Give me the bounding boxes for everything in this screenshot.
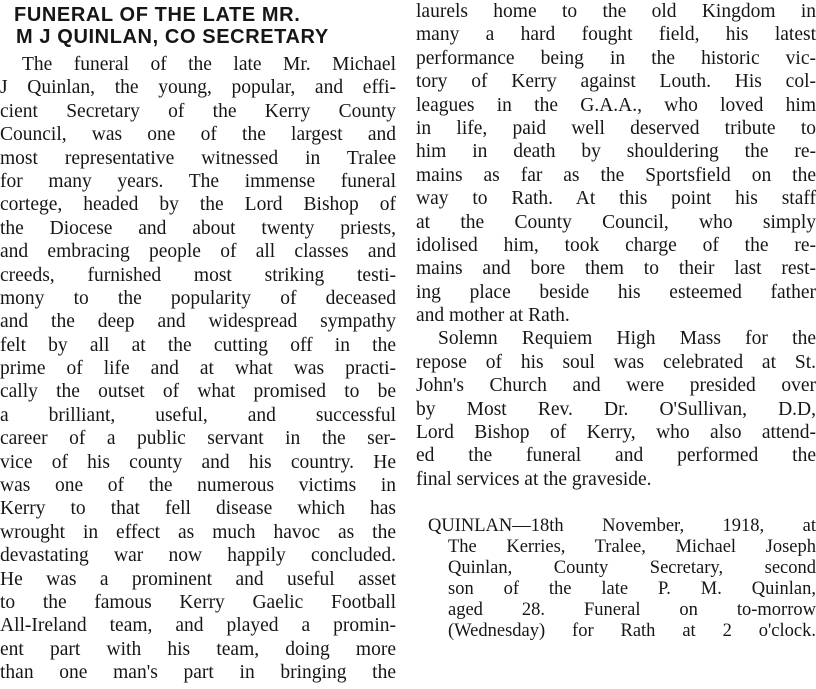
article-body-left xyxy=(0,53,396,685)
text-line: prime of life and at what was practi- xyxy=(0,358,396,380)
text-line: cient Secretary of the Kerry County xyxy=(0,100,396,122)
text-line: and embracing people of all classes and xyxy=(0,241,396,263)
text-line: at the County Council, who simply xyxy=(416,211,816,233)
text-line: tory of Kerry against Louth. His col- xyxy=(416,71,816,93)
text-line: John's Church and were presided over xyxy=(416,375,816,397)
notice-line: Quinlan, County Secretary, second xyxy=(448,558,816,578)
text-line: repose of his soul was celebrated at St. xyxy=(416,351,816,373)
article-body-right xyxy=(416,0,816,491)
text-line: mains and bore them to their last rest- xyxy=(416,258,816,280)
text-line: leagues in the G.A.A., who loved him xyxy=(416,94,816,116)
text-line: and the deep and widespread sympathy xyxy=(0,311,396,333)
text-line: was one of the numerous victims in xyxy=(0,475,396,497)
text-line: than one man's part in bringing the xyxy=(0,662,396,684)
text-line: by Most Rev. Dr. O'Sullivan, D.D, xyxy=(416,398,816,420)
headline-line-2: M J QUINLAN, CO SECRETARY xyxy=(16,26,329,48)
notice-line: The Kerries, Tralee, Michael Joseph xyxy=(448,537,816,557)
text-line: vice of his county and his country. He xyxy=(0,451,396,473)
text-line: He was a prominent and useful asset xyxy=(0,568,396,590)
text-line: felt by all at the cutting off in the xyxy=(0,334,396,356)
text-line: the Diocese and about twenty priests, xyxy=(0,217,396,239)
text-line: final services at the graveside. xyxy=(416,468,652,490)
text-line: cally the outset of what promised to be xyxy=(0,381,396,403)
notice-line: QUINLAN—18th November, 1918, at xyxy=(428,516,816,536)
text-line: and mother at Rath. xyxy=(416,305,570,327)
text-line: in life, paid well deserved tribute to xyxy=(416,117,816,139)
text-line: mains as far as the Sportsfield on the xyxy=(416,164,816,186)
text-line: a brilliant, useful, and successful xyxy=(0,404,396,426)
text-line: to the famous Kerry Gaelic Football xyxy=(0,591,396,613)
text-line: J Quinlan, the young, popular, and effi- xyxy=(0,77,396,99)
text-line: laurels home to the old Kingdom in xyxy=(416,1,816,22)
text-line: mony to the popularity of deceased xyxy=(0,287,396,309)
text-line: him in death by shouldering the re- xyxy=(416,141,816,163)
text-line: performance being in the historic vic- xyxy=(416,47,816,69)
text-line: All-Ireland team, and played a promin- xyxy=(0,615,396,637)
text-line: idolised him, took charge of the re- xyxy=(416,234,816,256)
text-line: for many years. The immense funeral xyxy=(0,170,396,192)
text-line: career of a public servant in the ser- xyxy=(0,428,396,450)
text-line: Solemn Requiem High Mass for the xyxy=(438,328,816,350)
text-line: cortege, headed by the Lord Bishop of xyxy=(0,194,396,216)
death-notice xyxy=(416,516,816,642)
text-line: creeds, furnished most striking testi- xyxy=(0,264,396,286)
text-line: devastating war now happily concluded. xyxy=(0,545,396,567)
text-line: way to Rath. At this point his staff xyxy=(416,188,816,210)
notice-line: (Wednesday) for Rath at 2 o'clock. xyxy=(448,621,816,641)
text-line: Council, was one of the largest and xyxy=(0,124,396,146)
text-line: ent part with his team, doing more xyxy=(0,638,396,660)
text-line: ed the funeral and performed the xyxy=(416,445,816,467)
headline-line-1: FUNERAL OF THE LATE MR. xyxy=(14,4,301,26)
text-line: many a hard fought field, his latest xyxy=(416,24,816,46)
notice-line: aged 28. Funeral on to-morrow xyxy=(448,600,816,620)
text-line: Kerry to that fell disease which has xyxy=(0,498,396,520)
text-line: The funeral of the late Mr. Michael xyxy=(22,54,396,75)
text-line: Lord Bishop of Kerry, who also attend- xyxy=(416,422,816,444)
text-line: most representative witnessed in Tralee xyxy=(0,147,396,169)
notice-line: son of the late P. M. Quinlan, xyxy=(448,579,816,599)
text-line: ing place beside his esteemed father xyxy=(416,281,816,303)
text-line: wrought in effect as much havoc as the xyxy=(0,521,396,543)
